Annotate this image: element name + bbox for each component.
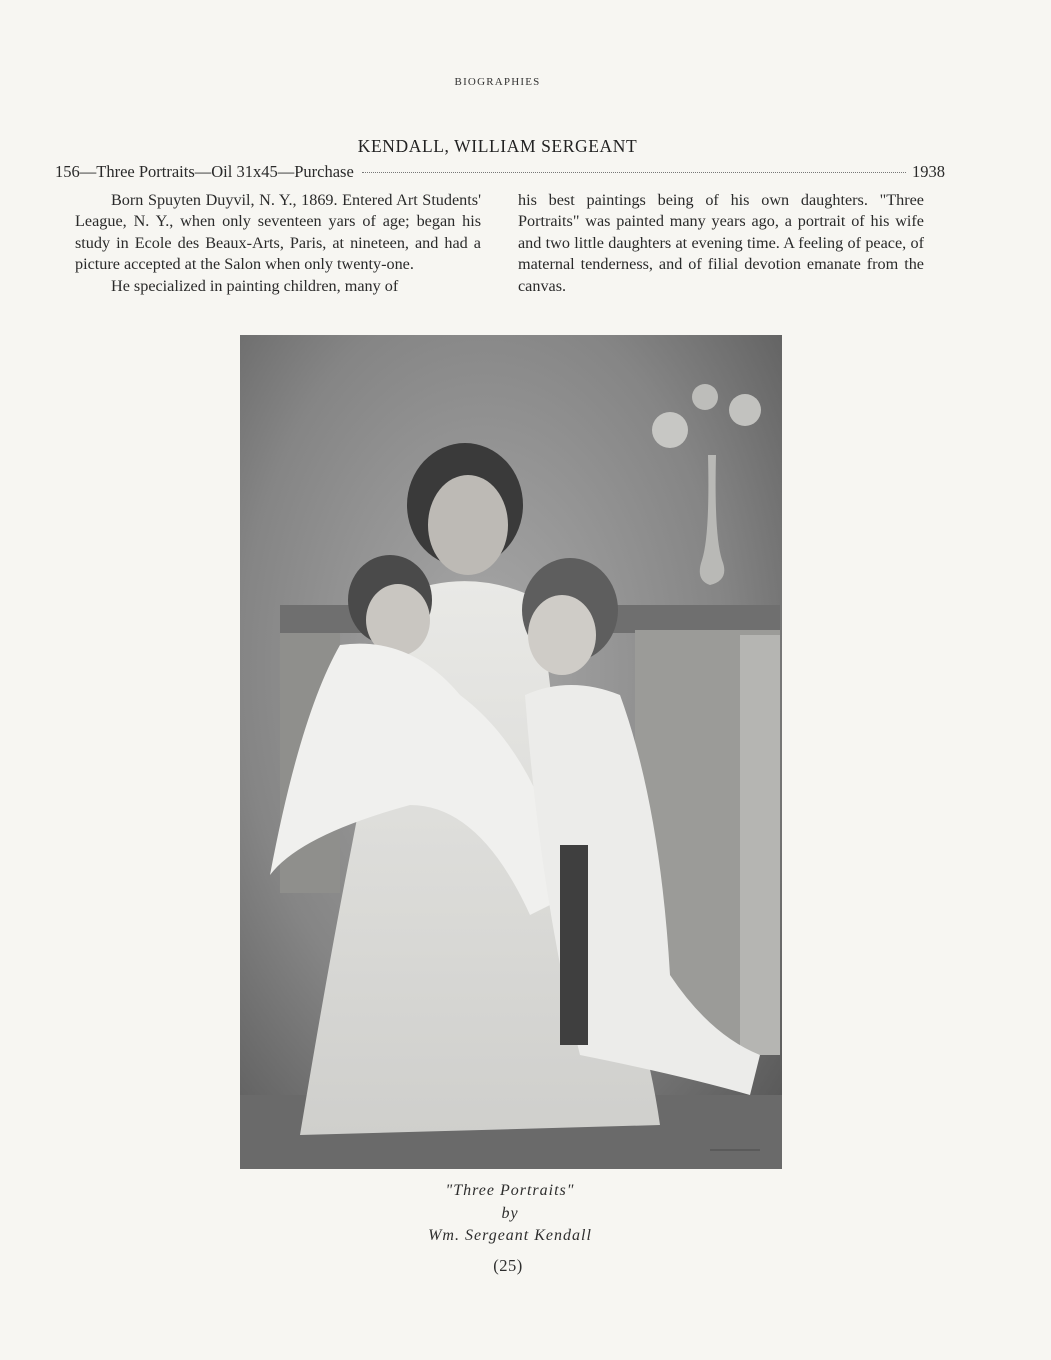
caption-title: "Three Portraits": [445, 1182, 575, 1199]
biography-right-column: [518, 190, 924, 297]
painting-reproduction: [240, 335, 782, 1169]
page-number: (25): [493, 1256, 523, 1275]
artist-name-heading: KENDALL, WILLIAM SERGEANT: [357, 136, 638, 156]
figure-caption: [0, 1180, 1020, 1248]
caption-by: by: [501, 1204, 519, 1222]
biography-paragraph-2-start: He specialized in painting children, many of: [111, 276, 399, 295]
painting-illustration: [240, 335, 782, 1169]
dotted-leader: [362, 172, 906, 173]
catalog-entry-title: 156—Three Portraits—Oil 31x45—Purchase: [55, 162, 354, 181]
biography-left-column: [75, 190, 481, 297]
running-head: BIOGRAPHIES: [454, 76, 541, 88]
biography-paragraph-1: Born Spuyten Duyvil, N. Y., 1869. Entered Art Students' League, N. Y., when only seventeen yars of age; began his study in Ecole des Beaux-Arts, Paris, at nineteen, and had a picture accepted at the Salon when only twenty-one.: [75, 191, 481, 274]
biography-paragraph-2-end: his best paintings being of his own daughters. "Three Portraits" was painted many years ago, a portrait of his wife and two little daughters at evening time. A feeling of peace, of maternal tenderness, and of filial devotion emanate from the canvas.: [518, 191, 924, 295]
caption-artist: Wm. Sergeant Kendall: [428, 1227, 592, 1244]
catalog-entry-line: [55, 162, 945, 184]
catalog-entry-year: 1938: [912, 162, 945, 181]
